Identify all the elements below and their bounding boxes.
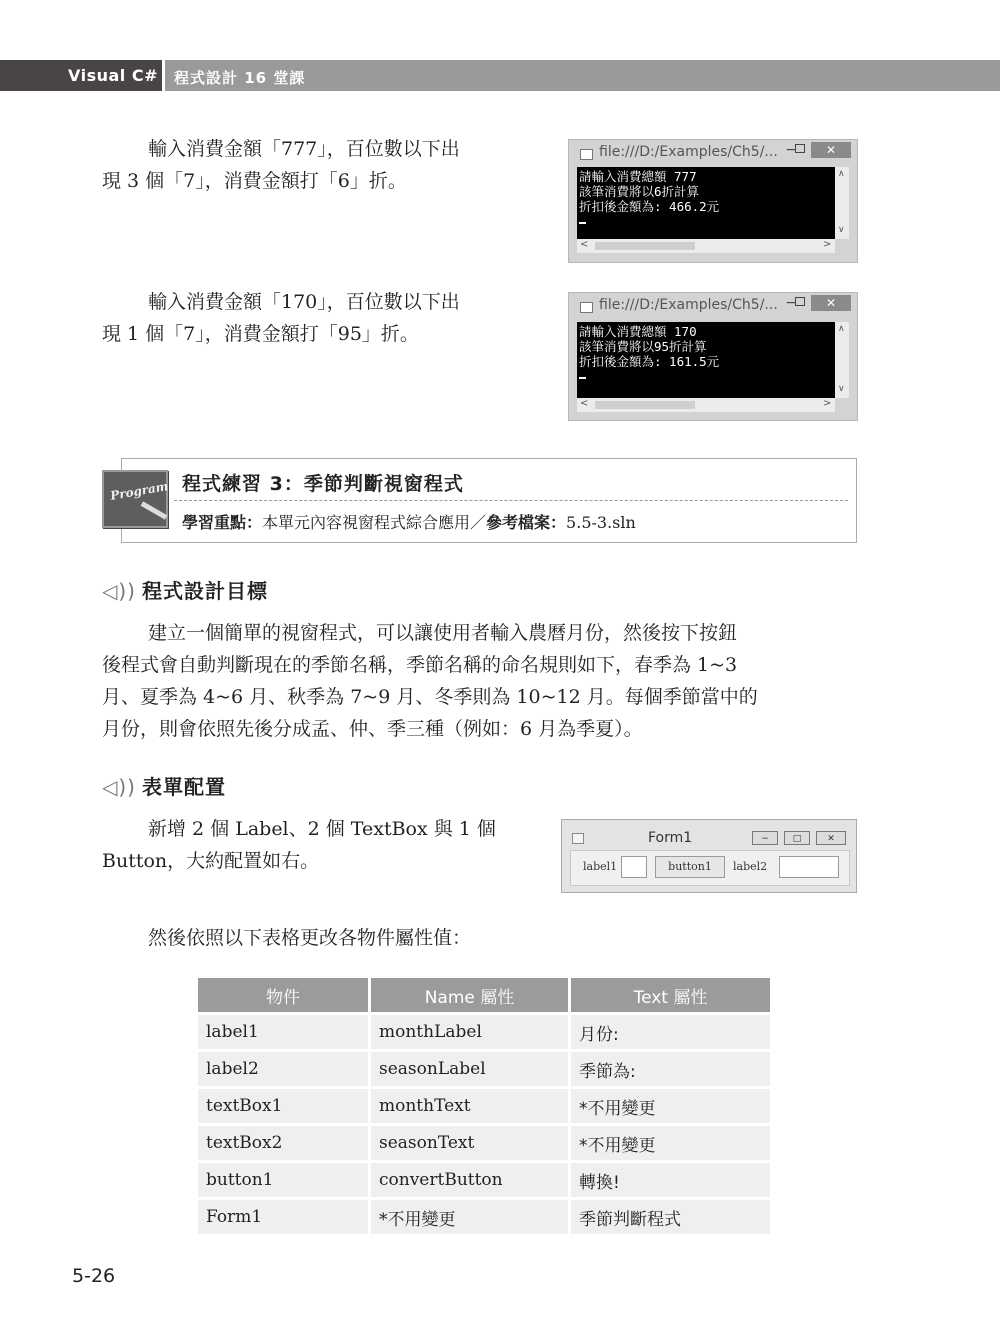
scroll-right-icon[interactable]: > — [823, 398, 832, 409]
form-icon — [572, 833, 584, 844]
text-cursor — [579, 222, 586, 224]
column-header: Text 屬性 — [571, 978, 770, 1012]
table-cell: label2 — [198, 1052, 368, 1086]
table-intro: 然後依照以下表格更改各物件屬性值： — [148, 927, 472, 949]
table-cell: monthLabel — [371, 1015, 568, 1049]
window-icon — [580, 302, 593, 313]
layout-text — [102, 813, 547, 877]
page-number: 5-26 — [72, 1265, 116, 1287]
properties-table — [195, 975, 773, 1237]
console-line: 請輸入消費總額 777 — [579, 169, 697, 184]
close-icon[interactable]: ✕ — [811, 142, 851, 158]
label1-control: label1 — [583, 860, 618, 873]
goal-line: 建立一個簡單的視窗程式，可以讓使用者輸入農曆月份，然後按下按鈕 — [148, 622, 738, 644]
section-title: 表單配置 — [142, 775, 226, 799]
table-cell: *不用變更 — [571, 1126, 770, 1160]
minimize-icon[interactable]: − — [785, 295, 797, 311]
label2-control: label2 — [733, 860, 768, 873]
vertical-scrollbar[interactable] — [835, 322, 849, 398]
program-badge-icon — [102, 470, 168, 528]
table-cell: monthText — [371, 1089, 568, 1123]
table-cell: Form1 — [198, 1200, 368, 1234]
scroll-left-icon[interactable]: < — [580, 398, 589, 409]
console-window-2 — [568, 292, 858, 421]
table-row — [198, 1200, 770, 1234]
maximize-icon[interactable] — [795, 144, 805, 153]
table-cell: 季節判斷程式 — [571, 1200, 770, 1234]
speaker-icon: ◁)) — [102, 579, 136, 603]
goal-line: 月、夏季為 4~6 月、秋季為 7~9 月、冬季則為 10~12 月。每個季節當中的 — [102, 686, 758, 708]
textbox1-control[interactable] — [621, 856, 647, 878]
text-cursor — [579, 377, 586, 379]
form-client-area — [570, 850, 850, 886]
console-title: file:///D:/Examples/Ch5/... — [599, 297, 778, 313]
section-title: 程式設計目標 — [142, 579, 268, 603]
table-cell: button1 — [198, 1163, 368, 1197]
goal-paragraph — [102, 617, 862, 745]
console-output — [577, 167, 835, 239]
scroll-left-icon[interactable]: < — [580, 239, 589, 250]
reference-label: 參考檔案： — [486, 513, 567, 532]
example2-line1: 輸入消費金額「170」，百位數以下出 — [148, 291, 460, 313]
goal-line: 月份，則會依照先後分成孟、仲、季三種（例如：6 月為季夏）。 — [102, 718, 643, 740]
table-cell: textBox2 — [198, 1126, 368, 1160]
table-cell: 月份: — [571, 1015, 770, 1049]
table-row — [198, 1163, 770, 1197]
column-header: 物件 — [198, 978, 368, 1012]
scroll-down-icon[interactable]: ∨ — [838, 384, 845, 394]
example2-text — [102, 286, 547, 350]
form1-window — [561, 819, 857, 893]
scroll-down-icon[interactable]: ∨ — [838, 225, 845, 235]
focus-text: 本單元內容視窗程式綜合應用／ — [262, 513, 487, 532]
example1-line2: 現 3 個「7」，消費金額打「6」折。 — [102, 170, 407, 192]
table-cell: label1 — [198, 1015, 368, 1049]
maximize-icon[interactable]: □ — [784, 831, 810, 845]
form-title: Form1 — [648, 830, 693, 846]
exercise-title: 程式練習 3：季節判斷視窗程式 — [182, 473, 464, 495]
table-row — [198, 1015, 770, 1049]
running-header — [0, 60, 1000, 91]
header-divider — [162, 60, 165, 91]
minimize-icon[interactable]: − — [785, 142, 797, 158]
reference-file: 5.5-3.sln — [566, 513, 636, 532]
scroll-up-icon[interactable]: ∧ — [838, 324, 845, 334]
table-cell: convertButton — [371, 1163, 568, 1197]
table-cell: seasonLabel — [371, 1052, 568, 1086]
table-row — [198, 1126, 770, 1160]
table-cell: 轉換! — [571, 1163, 770, 1197]
example1-text — [102, 133, 547, 197]
console-title: file:///D:/Examples/Ch5/... — [599, 144, 778, 160]
pen-icon — [141, 501, 168, 519]
console-line: 該筆消費將以95折計算 — [579, 339, 707, 354]
maximize-icon[interactable] — [795, 297, 805, 306]
layout-line2: Button，大約配置如右。 — [102, 850, 320, 872]
section-heading-goal — [102, 575, 268, 604]
section-heading-layout — [102, 771, 226, 800]
table-row — [198, 1089, 770, 1123]
badge-label: Program — [109, 479, 170, 503]
vertical-scrollbar[interactable] — [835, 167, 849, 239]
focus-label: 學習重點： — [182, 513, 263, 532]
example2-line2: 現 1 個「7」，消費金額打「95」折。 — [102, 323, 419, 345]
table-cell: seasonText — [371, 1126, 568, 1160]
table-cell: textBox1 — [198, 1089, 368, 1123]
close-icon[interactable]: ✕ — [816, 831, 846, 845]
console-line: 該筆消費將以6折計算 — [579, 184, 700, 199]
console-window-1 — [568, 139, 858, 263]
textbox2-control[interactable] — [779, 856, 839, 878]
table-row — [198, 1052, 770, 1086]
scroll-right-icon[interactable]: > — [823, 239, 832, 250]
close-icon[interactable]: ✕ — [811, 295, 851, 311]
console-line: 折扣後金額為: 466.2元 — [579, 199, 720, 214]
book-title: Visual C# — [68, 66, 158, 85]
table-cell: 季節為: — [571, 1052, 770, 1086]
minimize-icon[interactable]: − — [752, 831, 778, 845]
console-output — [577, 322, 835, 398]
example1-line1: 輸入消費金額「777」，百位數以下出 — [148, 138, 460, 160]
table-cell: *不用變更 — [571, 1089, 770, 1123]
console-line: 請輸入消費總額 170 — [579, 324, 697, 339]
layout-line1: 新增 2 個 Label、2 個 TextBox 與 1 個 — [148, 818, 496, 840]
button1-control[interactable]: button1 — [655, 856, 725, 878]
program-exercise-box — [121, 458, 857, 543]
dashed-divider — [174, 500, 848, 501]
window-icon — [580, 149, 593, 160]
speaker-icon: ◁)) — [102, 775, 136, 799]
table-cell: *不用變更 — [371, 1200, 568, 1234]
table-header-row — [198, 978, 770, 1012]
scroll-up-icon[interactable]: ∧ — [838, 169, 845, 179]
console-line: 折扣後金額為: 161.5元 — [579, 354, 720, 369]
horizontal-scrollbar[interactable] — [577, 398, 835, 412]
exercise-info — [182, 510, 636, 533]
column-header: Name 屬性 — [371, 978, 568, 1012]
goal-line: 後程式會自動判斷現在的季節名稱，季節名稱的命名規則如下，春季為 1~3 — [102, 654, 738, 676]
scroll-thumb[interactable] — [595, 401, 695, 409]
horizontal-scrollbar[interactable] — [577, 239, 835, 253]
book-subtitle: 程式設計 16 堂課 — [174, 69, 306, 87]
scroll-thumb[interactable] — [595, 242, 695, 250]
